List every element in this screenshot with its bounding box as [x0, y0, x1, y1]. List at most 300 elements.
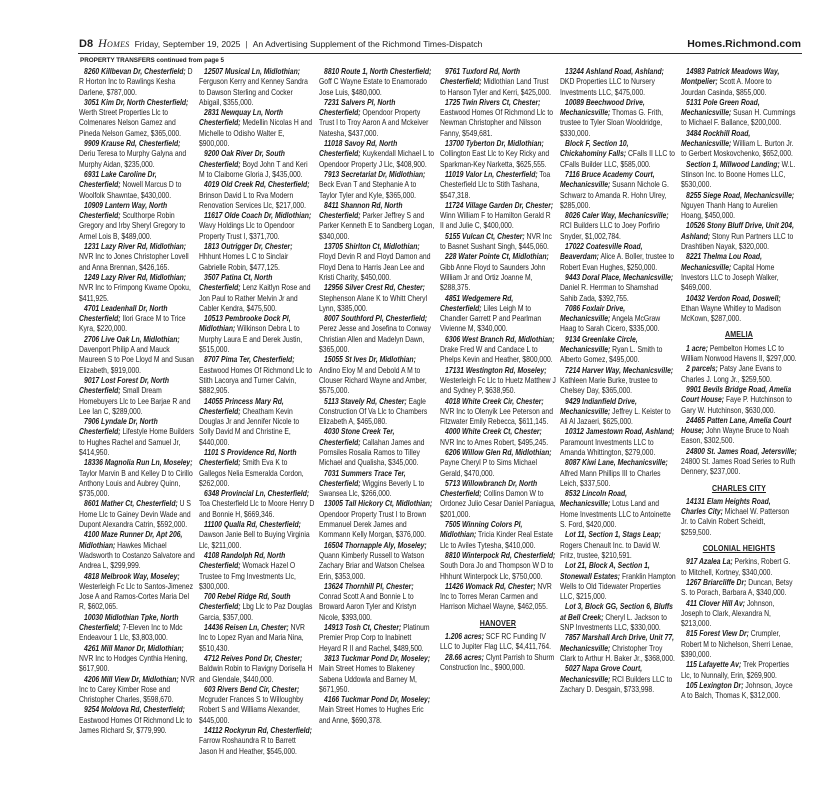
- transfer-details: Hhhunt Homes L C to Sinclair Gabrielle Robin, $477,125.: [199, 252, 289, 272]
- transfer-details: Baldwin Robin to Flavigny Dorisella H and Glendale, $440,000.: [199, 664, 313, 684]
- transfer-details: Davenport Philip A and Mauck Maureen S to Poe Lloyd M and Susan Elizabeth, $919,000.: [79, 345, 194, 375]
- transfer-details: John Wayne Bruce to Noah Eason, $302,500.: [681, 426, 789, 446]
- transfer-details: Beck Evan T and Stephanie A to Taylor Tyler and Kyle, $365,000.: [319, 180, 417, 200]
- transfer-entry: [440, 252, 556, 293]
- transfer-details: Werth Street Properties Llc to Colmenares Nelson Gamez and Pineda Nelson Gamez, $365,000.: [79, 108, 182, 138]
- transfer-details: Toa Chesterfield Llc to Stith Tashana, $547,318.: [440, 169, 551, 200]
- transfer-details: Susan H. Cummings to Michael F. Ballance, $200,000.: [681, 108, 796, 128]
- transfer-details: Daniel R. Herrman to Shamshad Sahib Zada, $392,755.: [560, 283, 659, 303]
- transfer-entry: [681, 98, 797, 129]
- transfer-entry: [79, 304, 195, 335]
- transfer-entry: [560, 211, 676, 242]
- transfer-details: William L. Burton Jr. to Gerbert Moskovchenko, $652,000.: [681, 139, 794, 159]
- transfer-details: Callahan James and Pornsiles Rosalia Ramos to Tilley Michael and Qualisha, $345,000.: [319, 437, 425, 468]
- transfer-address: Block F, Section 10, Chickahominy Falls;: [560, 139, 629, 159]
- transfer-entry: [440, 397, 556, 428]
- transfer-address: 7214 Harver Way, Mechanicsville;: [565, 365, 674, 375]
- column-6: [681, 67, 797, 702]
- transfer-details: Alfred Mann Phillips III to Charles Leich, $337,500.: [560, 468, 661, 488]
- transfer-entry: [79, 572, 195, 613]
- transfer-entry: [440, 294, 556, 335]
- transfer-entry: [440, 653, 556, 674]
- transfer-entry: [319, 582, 435, 623]
- transfer-entry: [440, 520, 556, 551]
- section-kicker: PROPERTY TRANSFERS continued from page 5: [80, 57, 225, 64]
- transfer-entry: [681, 344, 797, 365]
- transfer-entry: [79, 335, 195, 376]
- transfer-entry: [79, 139, 195, 170]
- header-rule: [78, 53, 802, 54]
- transfer-details: Wiggins Beverly L to Swansea Llc, $266,000.: [319, 478, 425, 499]
- transfer-entry: [560, 366, 676, 397]
- transfer-details: Mcgruder Frances S to Willoughby Robert S and Williams Alexander, $445,000.: [199, 695, 304, 725]
- transfer-details: Lifestyle Home Builders to Hughes Rachel and Samuel Jr, $414,950.: [79, 427, 194, 457]
- transfer-address: 14983 Patrick Meadows Way, Montpelier;: [681, 67, 780, 87]
- transfer-entry: [79, 530, 195, 571]
- transfer-entry: [319, 201, 435, 242]
- transfer-details: Alice A. Boller, trustee to Robert Evan Hughes, $250,000.: [560, 252, 675, 272]
- transfer-details: Goff C Wayne Estate to Enamorado Jose Luis, $480,000.: [319, 77, 428, 97]
- transfer-address: 1101 S Providence Rd, North Chesterfield;: [199, 447, 297, 468]
- transfer-address: 10526 Stony Bluff Drive, Unit 204, Ashland;: [681, 221, 794, 241]
- transfer-entry: [560, 633, 676, 664]
- transfer-details: Deriu Teresa to Murphy Galyna and Murphy Aidan, $235,000.: [79, 149, 187, 169]
- transfer-details: Ryan L. Smith to Alberto Gomez, $495,000.: [560, 345, 663, 365]
- transfer-address: 2 parcels;: [686, 364, 718, 374]
- transfer-address: 13005 Tall Hickory Ct, Midlothian;: [324, 499, 433, 509]
- transfer-entry: [681, 160, 797, 191]
- transfer-entry: [560, 170, 676, 211]
- transfer-address: 14913 Tosh Ct, Chester;: [324, 623, 402, 633]
- transfer-entry: [440, 479, 556, 520]
- column-3: [319, 67, 435, 726]
- transfer-details: Stony Run Partners LLC to Drashtiben Nayak, $320,000.: [681, 231, 794, 252]
- transfer-entry: [199, 654, 315, 685]
- transfer-address: 14436 Reisen Ln, Chester;: [204, 623, 289, 633]
- transfer-address: 14112 Rockyrun Rd, Chesterfield;: [204, 726, 312, 735]
- transfer-entry: [681, 294, 797, 325]
- transfer-address: 4018 White Creek Cir, Chester;: [445, 396, 544, 406]
- transfer-address: 2831 Newquay Ln, North Chesterfield;: [199, 108, 283, 128]
- transfer-entry: [319, 314, 435, 355]
- transfer-details: Conrad Scott A and Bonnie L to Broward Aaron Tyler and Kristyn Nicole, $393,000.: [319, 592, 417, 622]
- transfer-address: 1813 Outrigger Dr, Chester;: [204, 242, 293, 252]
- transfer-details: NVR Inc to Basnet Sushant Singh, $445,060.: [440, 231, 552, 252]
- transfer-details: Johnson, Joyce A to Balch, Thomas K, $312,000.: [681, 680, 793, 701]
- transfer-details: Pembelton Homes LC to William Norwood Havens II, $297,000.: [681, 343, 797, 364]
- transfer-entry: [681, 191, 797, 222]
- transfer-address: 1231 Lazy River Rd, Midlothian;: [84, 242, 187, 252]
- transfer-address: 11724 Village Garden Dr, Chester;: [445, 200, 554, 210]
- transfer-entry: [199, 592, 315, 623]
- transfer-entry: [681, 252, 797, 293]
- transfer-entry: [79, 98, 195, 139]
- transfer-address: 13700 Tyberton Dr, Midlothian;: [445, 139, 544, 149]
- transfer-address: 17131 Westington Rd, Moseley;: [445, 365, 547, 375]
- transfer-details: Thomas G. Frith, trustee to Tyler Sloan Wooldridge, $330,000.: [560, 108, 664, 138]
- transfer-details: Ferguson Kerry and Kenney Sandra to Dawson Sterling and Cocker Abigail, $355,000.: [199, 77, 308, 107]
- issue-date: Friday, September 19, 2025: [134, 39, 241, 49]
- transfer-address: Lot 11, Section 1, Stags Leap;: [565, 530, 661, 540]
- transfer-details: Womack Hazel O Trustee to Fmg Investments Llc, $300,000.: [199, 561, 296, 591]
- transfer-details: Kathleen Marie Burke, trustee to Chelsey Day, $365,000.: [560, 375, 658, 396]
- transfer-entry: [79, 613, 195, 644]
- transfer-address: 9200 Oak River Dr, South Chesterfield;: [199, 149, 285, 169]
- transfer-entry: [560, 273, 676, 304]
- transfer-entry: [319, 695, 435, 726]
- transfer-details: Lotus Land and Home Investments LLC to Antoinette S. Ford, $420,000.: [560, 499, 671, 530]
- transfer-entry: [199, 211, 315, 242]
- transfer-address: 603 Rivers Bend Cir, Chester;: [204, 684, 300, 694]
- transfer-entry: [199, 67, 315, 108]
- transfer-details: Platinum Premier Prop Corp to Inabinett Heyard R II and Rachel, $489,500.: [319, 623, 430, 653]
- transfer-address: 6348 Provincial Ln, Chesterfield;: [204, 489, 310, 499]
- transfer-entry: [440, 448, 556, 479]
- transfer-details: Gibb Anne Floyd to Saunders John William Jr and Ortiz Joanne M, $288,375.: [440, 262, 546, 293]
- transfer-details: Wilkinson Debra L to Murphy Laura E and Derek Justin, $515,000.: [199, 324, 303, 355]
- transfer-entry: [199, 149, 315, 180]
- column-2: [199, 67, 315, 757]
- transfer-address: 15055 St Ives Dr, Midlothian;: [324, 355, 416, 365]
- transfer-address: 11426 Womack Rd, Chester;: [445, 581, 536, 591]
- transfer-entry: [319, 283, 435, 314]
- transfer-details: NVR Inc to Olenyik Lee Peterson and Fitzwater Emily Rebecca, $611,145.: [440, 406, 554, 427]
- transfer-address: 1249 Lazy River Rd, Midlothian;: [84, 272, 187, 282]
- transfer-entry: [79, 242, 195, 273]
- transfer-address: 28.66 acres;: [445, 652, 484, 662]
- transfer-details: Ilori Grace M to Trice Kyra, $220,000.: [79, 314, 186, 334]
- transfer-address: 4100 Maze Runner Dr, Apt 206, Midlothian;: [79, 530, 183, 550]
- transfer-address: 13705 Shirlton Ct, Midlothian;: [324, 242, 420, 252]
- transfer-entry: [681, 681, 797, 702]
- transfer-entry: [560, 242, 676, 273]
- transfer-address: 8532 Lincoln Road, Mechanicsville;: [560, 489, 628, 509]
- transfer-address: 10909 Lantern Way, North Chesterfield;: [79, 200, 168, 221]
- transfer-details: NVR Inc to Lopez Ryan and Maria Nina, $510,430.: [199, 623, 305, 653]
- county-heading: CHARLES CITY: [711, 482, 766, 493]
- transfer-details: Drake Fred W and Candace L to Phelps Kevin and Heather, $800,000.: [440, 345, 553, 365]
- transfer-details: Farrow Roshaundra R to Barrett Jason H and Heather, $545,000.: [199, 736, 297, 756]
- transfer-details: Parker Jeffrey S and Parker Kenneth E to Sandberg Logan, $340,000.: [319, 211, 435, 241]
- transfer-address: 2706 Live Oak Ln, Midlothian;: [84, 334, 180, 344]
- transfer-entry: [79, 458, 195, 499]
- transfer-address: 4166 Tuckmar Pond Dr, Moseley;: [324, 695, 431, 705]
- transfer-details: Westerleigh Fc Llc to Santos-Jimenez Jose A and Ramos-Cortes Maria Del R, $602,065.: [79, 581, 193, 612]
- transfer-entry: [440, 232, 556, 253]
- transfer-entry: [440, 335, 556, 366]
- transfer-details: U S Home Llc to Gainey Devin Wade and Dupont Alexandra Catrin, $592,000.: [79, 499, 191, 530]
- transfer-entry: [681, 557, 797, 578]
- transfer-address: 11617 Olde Coach Dr, Midlothian;: [204, 211, 312, 221]
- transfer-details: Cheryl L. Jackson to SNP Investments LLC, $330,000.: [560, 612, 667, 633]
- transfer-address: 8026 Caler Way, Mechanicsville;: [565, 211, 669, 221]
- transfer-address: 18336 Magnolia Run Ln, Moseley;: [84, 458, 193, 468]
- transfer-address: 6306 West Branch Rd, Midlothian;: [445, 334, 555, 344]
- header-divider: |: [245, 39, 248, 49]
- transfer-entry: [560, 489, 676, 530]
- transfer-entry: [681, 497, 797, 538]
- transfer-entry: [681, 578, 797, 599]
- transfer-details: DKD Properties LLC to Nursery Investments LLC, $475,000.: [560, 77, 655, 97]
- transfer-address: Section 1, Millwood Landing;: [686, 159, 780, 169]
- transfer-details: Stephenson Alane K to Whitt Cheryl Lynn, $385,000.: [319, 293, 428, 313]
- transfer-entry: [79, 201, 195, 242]
- transfer-entry: [319, 67, 435, 98]
- transfer-details: Quann Kimberly Russell to Watson Zachary Briar and Watson Chelsea Erin, $353,000.: [319, 550, 425, 581]
- transfer-address: 5713 Willowbranch Dr, North Chesterfield;: [440, 478, 538, 499]
- transfer-address: 5131 Pole Green Road, Mechanicsville;: [681, 97, 760, 118]
- transfer-details: RCI Builders LLC to Zachary D. Desgain, $733,998.: [560, 674, 673, 694]
- transfer-details: 24800 St. James Road Series to Ruth Dennery, $237,000.: [681, 456, 796, 477]
- transfer-address: 11018 Savoy Rd, North Chesterfield;: [319, 139, 398, 159]
- transfer-entry: [440, 551, 556, 582]
- transfer-details: Brinson David L to Rva Modern Renovation Services Llc, $217,000.: [199, 190, 306, 210]
- transfer-entry: [199, 520, 315, 551]
- transfer-address: 5027 Napa Grove Court, Mechanicsville;: [560, 664, 643, 684]
- transfer-address: Lot 21, Block A, Section 1, Stonewall Estates;: [560, 561, 650, 581]
- transfer-address: 8707 Pima Ter, Chesterfield;: [204, 355, 295, 365]
- transfer-details: NVR Inc to Frimpong Kwame Opoku, $411,925.: [79, 283, 191, 303]
- transfer-address: Lot 3, Block GG, Section 6, Bluffs at Bell Creek;: [560, 602, 673, 622]
- transfer-details: Duncan, Betsy S. to Porach, Barbara A, $340,000.: [681, 577, 793, 598]
- transfer-address: 7906 Lyndale Dr, North Chesterfield;: [79, 417, 158, 437]
- transfer-address: 4818 Melbrook Way, Moseley;: [84, 571, 180, 581]
- transfer-address: 9429 Indianfield Drive, Mechanicsville;: [560, 396, 637, 416]
- transfer-entry: [79, 170, 195, 201]
- transfer-address: 9134 Greenlake Circle, Mechanicsville;: [560, 334, 638, 355]
- transfer-entry: [560, 139, 676, 170]
- transfer-details: Capital Home Investors LLC to Joseph Walker, $469,000.: [681, 262, 779, 293]
- transfer-address: 228 Water Pointe Ct, Midlothian;: [445, 252, 549, 262]
- transfer-entry: [560, 304, 676, 335]
- transfer-entry: [199, 242, 315, 273]
- transfer-details: Perkins, Robert G. to Mitchell, Kortney, $340,000.: [681, 557, 791, 577]
- transfer-entry: [681, 629, 797, 660]
- transfer-entry: [199, 551, 315, 592]
- transfer-details: Lbg Llc to Paz Douglas Garcia, $357,000.: [199, 602, 313, 622]
- transfer-address: 4019 Old Creek Rd, Chesterfield;: [204, 180, 310, 190]
- transfer-entry: [319, 355, 435, 396]
- transfer-address: 4108 Randolph Rd, North Chesterfield;: [199, 550, 286, 571]
- transfer-entry: [199, 726, 315, 757]
- transfer-details: RCI Builders LLC to Joey Porfirio Snyder, $1,002,784.: [560, 221, 660, 241]
- transfer-details: South Dora Jo and Thompson W D to Hhhunt Winterpock Llc, $750,000.: [440, 561, 554, 581]
- transfer-details: Perez Jesse and Josefina to Conway Christian Allen and Madelyn Dawn, $365,000.: [319, 324, 431, 355]
- transfer-entry: [440, 582, 556, 613]
- transfer-address: 9254 Moldova Rd, Chesterfield;: [84, 705, 185, 715]
- transfer-details: Clynt Parrish to Shurm Construction Inc., $900,000.: [440, 652, 555, 672]
- transfer-address: 8810 Route 1, North Chesterfield;: [324, 67, 432, 76]
- transfer-address: 9443 Doral Place, Mechanicsville;: [565, 272, 674, 282]
- transfer-address: 3484 Rockhill Road, Mechanicsville;: [681, 128, 751, 149]
- transfer-address: 9017 Lost Forest Dr, North Chesterfield;: [79, 375, 170, 396]
- column-1: [79, 67, 195, 736]
- transfer-details: CFalls II LLC to CFalls Builder LLC, $585,000.: [560, 149, 675, 169]
- transfer-details: Payne Cheryl P to Sims Michael Gerald, $470,000.: [440, 458, 537, 478]
- transfer-details: NVR Inc to Carey Kimber Rose and Christopher Charles, $598,670.: [79, 674, 195, 705]
- transfer-address: 16504 Thornapple Aly, Moseley;: [324, 540, 427, 550]
- transfer-entry: [199, 355, 315, 396]
- transfer-details: Small Dream Homebuyers Llc to Lee Barjae R and Lee Ian C, $289,000.: [79, 386, 191, 416]
- transfer-address: 411 Clover Hill Av;: [686, 598, 745, 608]
- transfer-details: Dawson Janie Bell to Buying Virginia Llc, $211,000.: [199, 530, 310, 550]
- transfer-details: Nowell Marcus D to Woolfolk Shawntae, $430,000.: [79, 180, 182, 200]
- transfer-details: Tricia Kinder Real Estate Llc to Aviles Tytesha, $410,000.: [440, 530, 553, 550]
- transfer-address: 17022 Coatesville Road, Beaverdam;: [560, 242, 643, 262]
- transfer-address: 7231 Salvers Pl, North Chesterfield;: [319, 97, 396, 118]
- column-5: [560, 67, 676, 695]
- transfer-entry: [79, 499, 195, 530]
- transfer-details: Toa Chesterfield Llc to Moore Henry D and Bonnie H, $669,346.: [199, 499, 315, 519]
- transfer-details: Wavy Holdings Llc to Opendoor Property Trust I, $371,700.: [199, 221, 295, 241]
- transfer-address: 11019 Valor Ln, Chesterfield;: [445, 169, 538, 179]
- transfer-entry: [560, 602, 676, 633]
- transfer-entry: [199, 273, 315, 314]
- transfer-entry: [440, 427, 556, 448]
- transfer-details: Boyd John T and Keri M to Claiborne Gloria J, $435,000.: [199, 159, 308, 179]
- transfer-address: 8087 Kiwi Lane, Mechanicsville;: [565, 458, 668, 468]
- transfer-entry: [319, 623, 435, 654]
- transfer-details: Liles Leigh M to Chandler Garrett P and Pearlman Vivienne M, $340,000.: [440, 303, 542, 334]
- transfer-details: Jeffrey L. Keister to Ali Al Jazaeri, $625,000.: [560, 406, 671, 427]
- transfer-entry: [319, 242, 435, 283]
- transfer-address: 5113 Stavely Rd, Chester;: [324, 396, 407, 406]
- transfer-details: Midlothian Land Trust to Hanson Tyler and Kerri, $425,000.: [440, 77, 551, 97]
- transfer-address: 14131 Elam Heights Road, Charles City;: [681, 496, 771, 517]
- transfer-entry: [319, 170, 435, 201]
- transfer-address: 9761 Tuxford Rd, North Chesterfield;: [440, 67, 521, 87]
- transfer-address: 8810 Winterpock Rd, Chesterfield;: [445, 550, 556, 560]
- transfer-address: 10089 Beechwood Drive, Mechanicsville;: [560, 97, 645, 118]
- transfer-entry: [79, 675, 195, 706]
- transfer-details: Scott A. Moore to Jourdan Casinda, $855,000.: [681, 77, 772, 97]
- county-heading: HANOVER: [479, 617, 517, 628]
- transfer-address: 4712 Reives Pond Dr, Chester;: [204, 653, 303, 663]
- transfer-address: 24800 St. James Road, Jetersville;: [686, 446, 797, 456]
- transfer-entry: [79, 705, 195, 736]
- transfer-details: Floyd Devin R and Floyd Damon and Floyd Dena to Harris Jean Lee and Kristi Charity, $450,000.: [319, 252, 431, 282]
- transfer-details: Franklin Hampton Wells to Old Tidewater Properties LLC, $215,000.: [560, 571, 676, 602]
- transfer-address: 4701 Leadenhall Dr, North Chesterfield;: [79, 303, 168, 324]
- transfer-details: NVR Inc to Torres Meran Carmen and Harrison Michael Wayne, $462,055.: [440, 581, 552, 612]
- transfer-details: NVR Inc to Ames Robert, $495,245.: [440, 437, 549, 447]
- transfer-address: 12507 Musical Ln, Midlothian;: [204, 67, 300, 76]
- transfer-details: Patsy Jane Evans to Charles J. Long Jr., $259,500.: [681, 364, 782, 384]
- county-heading: AMELIA: [724, 329, 753, 340]
- county-heading: COLONIAL HEIGHTS: [702, 543, 776, 554]
- transfer-address: 8411 Shannon Rd, North Chesterfield;: [319, 200, 403, 221]
- transfer-address: 14055 Princess Mary Rd, Chesterfield;: [199, 396, 284, 416]
- transfer-address: 24465 Patten Lane, Amelia Court House;: [681, 415, 792, 436]
- transfer-entry: [681, 447, 797, 478]
- transfer-address: 5155 Vulcan Ct, Chester;: [445, 231, 525, 241]
- transfer-entry: [79, 417, 195, 458]
- transfer-entry: [199, 314, 315, 355]
- transfer-entry: [440, 632, 556, 653]
- transfer-details: Paramount Investments LLC to Amanda Whittington, $279,000.: [560, 437, 656, 457]
- transfer-address: 3507 Patina Ct, North Chesterfield;: [199, 272, 273, 293]
- transfer-entry: [560, 664, 676, 695]
- page-header: [79, 36, 801, 52]
- transfer-address: 1 acre;: [686, 343, 708, 353]
- transfer-entry: [560, 67, 676, 98]
- transfer-entry: [681, 660, 797, 681]
- transfer-entry: [681, 385, 797, 416]
- transfer-entry: [681, 67, 797, 98]
- transfer-address: 10432 Verdon Road, Doswell;: [686, 293, 781, 303]
- transfer-details: NVR Inc to Hodges Cynthia Hening, $617,900.: [79, 653, 188, 674]
- transfer-details: Eastwood Homes Of Richmond Llc to Newman Christopher and Nilsson Fanny, $549,681.: [440, 108, 553, 138]
- transfer-address: 7116 Bruce Academy Court, Mechanicsville;: [560, 169, 655, 190]
- transfer-details: 7-Eleven Inc to Mdc Endeavour 1 Llc, $3,803,000.: [79, 623, 183, 643]
- transfer-details: NVR Inc to Jones Christopher Lovell and Anna Brennan, $426,165.: [79, 252, 189, 272]
- transfer-address: 7913 Secretariat Dr, Midlothian;: [324, 169, 426, 179]
- transfer-details: Westerleigh Fc Llc to Huetz Matthew J and Sydney P, $638,950.: [440, 375, 556, 396]
- transfer-entry: [319, 654, 435, 695]
- transfer-details: Kuykendall Michael L to Opendoor Property J Llc, $408,900.: [319, 149, 435, 169]
- transfer-address: 7505 Winning Colors Pl, Midlothian;: [440, 520, 523, 540]
- transfer-entry: [440, 201, 556, 232]
- transfer-details: Opendoor Property Trust I to Brown Emmanuel Derek James and Kornmann Kelly Morgan, $376,000.: [319, 509, 427, 540]
- transfer-entry: [681, 129, 797, 160]
- supplement-note: An Advertising Supplement of the Richmond Times-Dispatch: [252, 39, 483, 49]
- transfer-details: Main Street Homes to Blakeney Sabena Uddowla and Barney M, $671,950.: [319, 664, 417, 694]
- transfer-details: D R Horton Inc to Rawlings Kesha Darlene, $787,000.: [79, 67, 193, 97]
- transfer-entry: [79, 67, 195, 98]
- transfer-details: Susann Nichole G. Schwarz to Amanda R. Hohn Ulrey, $285,000.: [560, 180, 669, 210]
- transfer-details: Opendoor Property Trust I to Troy Aaron A and Mckeiver Natesha, $437,000.: [319, 108, 429, 138]
- transfer-address: 700 Rebel Ridge Rd, South Chesterfield;: [199, 592, 291, 612]
- transfer-address: 6931 Lake Caroline Dr, Chesterfield;: [79, 169, 157, 190]
- transfer-entry: [79, 644, 195, 675]
- transfer-address: 10513 Pembrooke Dock Pl, Midlothian;: [199, 314, 291, 334]
- transfer-address: 4030 Stone Creek Ter, Chesterfield;: [319, 427, 395, 447]
- transfer-entry: [681, 599, 797, 630]
- transfer-address: 7086 Foxlair Drive, Mechanicsville;: [560, 303, 626, 324]
- transfer-details: SCF RC Funding IV LLC to Jupiter Flag LLC, $4,411,764.: [440, 632, 551, 652]
- transfer-address: 8255 Siege Road, Mechanicsville;: [686, 190, 795, 200]
- transfer-details: Sculthorpe Robin Gregory and Irby Sheryl Gregory to Armel Lois B, $489,000.: [79, 211, 186, 241]
- transfer-address: 4261 Mill Manor Dr, Midlothian;: [84, 643, 184, 653]
- transfer-entry: [319, 499, 435, 540]
- transfer-entry: [440, 366, 556, 397]
- transfer-entry: [560, 530, 676, 561]
- transfer-entry: [319, 139, 435, 170]
- transfer-entry: [560, 561, 676, 602]
- transfer-entry: [560, 335, 676, 366]
- transfer-details: Cheatham Kevin Douglas Jr and Jennifer Nicole to Solly David M and Christine E, $440,000.: [199, 406, 300, 447]
- transfer-address: 8260 Killbevan Dr, Chesterfield;: [84, 67, 186, 76]
- transfer-entry: [319, 427, 435, 468]
- transfer-entry: [319, 541, 435, 582]
- transfer-entry: [199, 623, 315, 654]
- transfer-address: 9901 Bevils Bridge Road, Amelia Court House;: [681, 384, 792, 405]
- transfer-address: 10312 Jamestown Road, Ashland;: [565, 427, 675, 437]
- transfer-details: Collins Damon W to Ordonez Julio Cesar Daniel Paniagua, $201,000.: [440, 489, 556, 519]
- website-address: Homes.Richmond.com: [687, 38, 801, 50]
- transfer-details: W.L. Stinson Inc. to Boone Homes LLC, $530,000.: [681, 159, 796, 190]
- transfer-details: Trek Properties Llc, to Nunnally, Erin, $269,900.: [681, 660, 790, 680]
- transfer-entry: [199, 448, 315, 489]
- transfer-address: 7031 Summers Trace Ter, Chesterfield;: [319, 468, 406, 488]
- transfer-entry: [199, 108, 315, 149]
- transfer-address: 105 Lexington Dr;: [686, 680, 744, 690]
- transfer-entry: [199, 685, 315, 726]
- transfer-entry: [681, 221, 797, 252]
- transfer-address: 1725 Twin Rivers Ct, Chester;: [445, 97, 541, 107]
- transfer-details: Rogers Chenault Inc. to David W. Fritz, trustee, $210,591.: [560, 540, 661, 560]
- transfer-details: Faye P. Hutchinson to Gary W. Hutchinson, $630,000.: [681, 395, 792, 415]
